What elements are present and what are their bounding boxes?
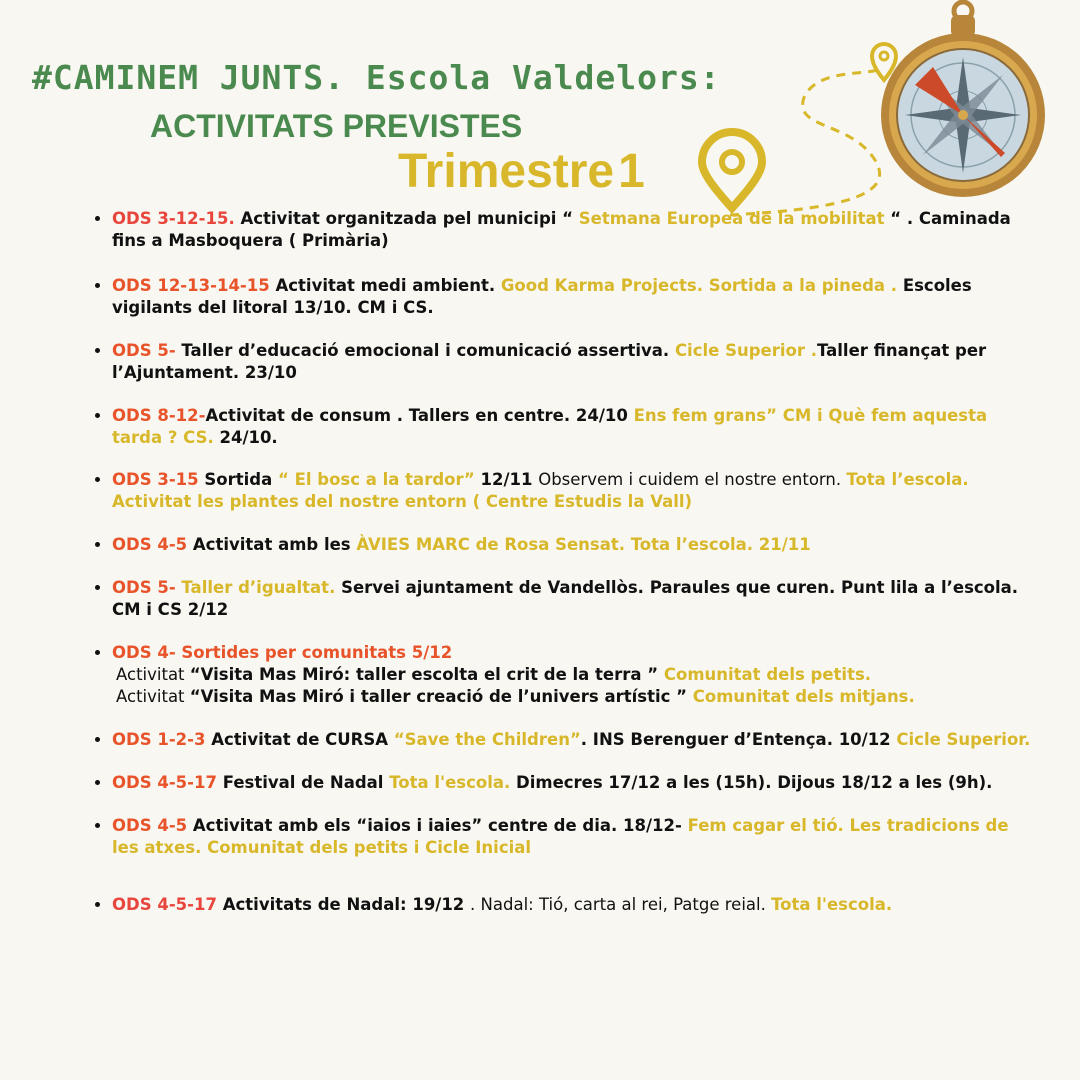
activity-highlight: “ El bosc a la tardor”: [278, 470, 475, 489]
list-item: [112, 642, 1032, 708]
ods-label: ODS 1-2-3: [112, 730, 206, 749]
ods-label: ODS 5-: [112, 578, 176, 597]
activity-highlight: Comunitat dels mitjans.: [692, 687, 915, 706]
activity-text: Observem i cuidem el nostre entorn.: [538, 470, 847, 489]
activity-text: Servei ajuntament de Vandellòs. Paraules que curen. Punt lila a l’escola. CM i CS 2/12: [112, 578, 1019, 619]
list-item: [112, 405, 1032, 449]
ods-label: ODS 3-12-15.: [112, 209, 235, 228]
list-item: [112, 894, 1032, 916]
ods-label: ODS 4-5: [112, 816, 188, 835]
activity-text: Festival de Nadal: [216, 773, 390, 792]
activity-text: 24/10.: [213, 428, 278, 447]
ods-label: ODS 4- Sortides per comunitats 5/12: [112, 643, 453, 662]
activity-highlight: Taller d’igualtat.: [175, 578, 336, 597]
list-item: [112, 729, 1032, 751]
activity-highlight: Cicle Superior.: [896, 730, 1031, 749]
activity-highlight: Setmana Europea de la mobilitat: [578, 209, 885, 228]
sub-activity: [112, 686, 1032, 708]
activity-text: 12/11: [474, 470, 539, 489]
ods-label: ODS 8-12-: [112, 406, 206, 425]
activity-text: Sortida: [198, 470, 278, 489]
sub-activity-prefix: Activitat: [116, 687, 190, 706]
activity-text: . INS Berenguer d’Entença. 10/12: [580, 730, 897, 749]
activity-text: Activitat amb els “iaios i iaies” centre de dia. 18/12-: [187, 816, 682, 835]
ods-label: ODS 12-13-14-15: [112, 276, 270, 295]
activity-highlight: Fem cagar el tió. Les tradicions de les atxes. Comunitat dels petits i Cicle Inicial: [112, 816, 1009, 857]
activity-highlight: Good Karma Projects. Sortida a la pineda .: [500, 276, 898, 295]
ods-label: ODS 5-: [112, 341, 176, 360]
trimestre-label: Trimestre: [398, 145, 615, 198]
activity-text: Activitat amb les: [187, 535, 357, 554]
activity-text: Activitats de Nadal: 19/12: [216, 895, 471, 914]
trimestre-heading: [398, 144, 645, 199]
page-title: #CAMINEM JUNTS. Escola Valdelors:: [32, 58, 721, 97]
ods-label: ODS 4-5-17: [112, 895, 217, 914]
trimestre-number: 1: [618, 145, 645, 198]
activity-highlight: Comunitat dels petits.: [663, 665, 872, 684]
map-pin-icon: [702, 132, 762, 208]
activity-text: Dimecres 17/12 a les (15h). Dijous 18/12 a les (9h).: [510, 773, 993, 792]
activity-text: Taller d’educació emocional i comunicació assertiva.: [175, 341, 675, 360]
list-item: [112, 534, 1032, 556]
list-item: [112, 772, 1032, 794]
sub-activity-prefix: Activitat: [116, 665, 190, 684]
list-item: [112, 275, 1032, 319]
activity-text: Activitat medi ambient.: [269, 276, 501, 295]
activity-text: Activitat organitzada pel municipi “: [234, 209, 579, 228]
activity-highlight: Tota l'escola.: [771, 895, 893, 914]
sub-activity: [112, 664, 1032, 686]
ods-label: ODS 3-15: [112, 470, 199, 489]
list-item: [112, 815, 1032, 859]
activity-text: “Visita Mas Miró i taller creació de l’univers artístic ”: [189, 687, 693, 706]
activity-text: . Nadal: Tió, carta al rei, Patge reial.: [470, 895, 772, 914]
list-item: [112, 208, 1032, 252]
activity-highlight: “Save the Children”: [393, 730, 581, 749]
activity-text: Escoles vigilants del litoral 13/10. CM i CS.: [112, 276, 972, 317]
activity-text: Activitat de consum . Tallers en centre. 24/10: [205, 406, 634, 425]
ods-label: ODS 4-5: [112, 535, 188, 554]
activity-list: [92, 208, 1032, 916]
activity-text: “Visita Mas Miró: taller escolta el crit de la terra ”: [189, 665, 664, 684]
activity-text: Taller finançat per l’Ajuntament. 23/10: [112, 341, 987, 382]
list-item: [112, 340, 1032, 384]
page-subtitle: ACTIVITATS PREVISTES: [150, 108, 523, 144]
compass-icon: [881, 2, 1045, 197]
activity-text: Activitat de CURSA: [205, 730, 394, 749]
list-item: [112, 469, 1032, 513]
activity-highlight: ÀVIES MARC de Rosa Sensat. Tota l’escola. 21/11: [356, 535, 811, 554]
activity-highlight: Ens fem grans” CM i Què fem aquesta tarda ? CS.: [112, 406, 988, 447]
activity-text: “ . Caminada fins a Masboquera ( Primària): [112, 209, 1011, 250]
activity-highlight: Tota l’escola. Activitat les plantes del nostre entorn ( Centre Estudis la Vall): [112, 470, 969, 511]
list-item: [112, 577, 1032, 621]
activity-highlight: Tota l'escola.: [389, 773, 511, 792]
ods-label: ODS 4-5-17: [112, 773, 217, 792]
activity-highlight: Cicle Superior .: [674, 341, 817, 360]
